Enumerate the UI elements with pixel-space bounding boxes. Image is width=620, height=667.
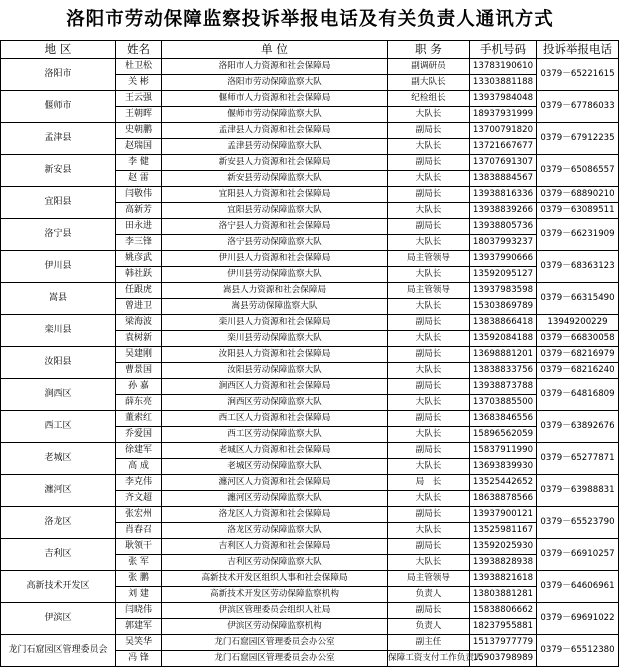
title-cell: 大队长 [388, 395, 470, 411]
unit-cell: 新安县劳动保障监察大队 [162, 171, 388, 187]
title-cell: 副局长 [388, 123, 470, 139]
mobile-cell: 18237955881 [470, 619, 537, 635]
mobile-cell: 13698881201 [470, 347, 537, 363]
unit-cell: 老城区劳动保障监察大队 [162, 459, 388, 475]
mobile-cell: 15137977779 [470, 635, 537, 651]
header-title: 职 务 [388, 41, 470, 59]
table-row [1, 507, 619, 523]
hotline-cell: 0379－66830058 [537, 331, 619, 347]
hotline-cell: 0379－66315490 [537, 283, 619, 315]
mobile-cell: 13592025930 [470, 539, 537, 555]
unit-cell: 老城区人力资源和社会保障局 [162, 443, 388, 459]
table-row [1, 347, 619, 363]
unit-cell: 新安县人力资源和社会保障局 [162, 155, 388, 171]
hotline-cell: 0379－64816809 [537, 379, 619, 411]
hotline-cell: 0379－66910257 [537, 539, 619, 571]
title-cell: 局主管领导 [388, 571, 470, 587]
mobile-cell: 13937900121 [470, 507, 537, 523]
unit-cell: 嵩县人力资源和社会保障局 [162, 283, 388, 299]
person-name: 张 军 [116, 555, 162, 571]
unit-cell: 栾川县劳动保障监察大队 [162, 331, 388, 347]
person-name: 高新芳 [116, 203, 162, 219]
person-name: 李三锋 [116, 235, 162, 251]
table-row [1, 187, 619, 203]
mobile-cell: 13938873788 [470, 379, 537, 395]
person-name: 曾进卫 [116, 299, 162, 315]
unit-cell: 伊川县劳动保障监察大队 [162, 267, 388, 283]
unit-cell: 吉利区人力资源和社会保障局 [162, 539, 388, 555]
region-cell: 瀍河区 [1, 475, 116, 507]
hotline-cell: 0379－67786033 [537, 91, 619, 123]
person-name: 杜卫松 [116, 59, 162, 75]
mobile-cell: 13683846556 [470, 411, 537, 427]
region-cell: 老城区 [1, 443, 116, 475]
mobile-cell: 13700791820 [470, 123, 537, 139]
person-name: 张 鹏 [116, 571, 162, 587]
unit-cell: 孟津县劳动保障监察大队 [162, 139, 388, 155]
person-name: 徐建军 [116, 443, 162, 459]
title-cell: 大队长 [388, 299, 470, 315]
table-row [1, 283, 619, 299]
title-cell: 大队长 [388, 363, 470, 379]
table-row [1, 91, 619, 107]
title-cell: 大队长 [388, 107, 470, 123]
mobile-cell: 13838833756 [470, 363, 537, 379]
region-cell: 伊川县 [1, 251, 116, 283]
mobile-cell: 13707691307 [470, 155, 537, 171]
mobile-cell: 13938816336 [470, 187, 537, 203]
mobile-cell: 13592095127 [470, 267, 537, 283]
hotline-cell: 0379－66231909 [537, 219, 619, 251]
region-cell: 洛龙区 [1, 507, 116, 539]
unit-cell: 栾川县人力资源和社会保障局 [162, 315, 388, 331]
mobile-cell: 13721667677 [470, 139, 537, 155]
person-name: 肖春召 [116, 523, 162, 539]
unit-cell: 伊川县人力资源和社会保障局 [162, 251, 388, 267]
region-cell: 偃师市 [1, 91, 116, 123]
mobile-cell: 13783190610 [470, 59, 537, 75]
title-cell: 大队长 [388, 171, 470, 187]
mobile-cell: 13592084188 [470, 331, 537, 347]
person-name: 姚彦武 [116, 251, 162, 267]
header-unit: 单 位 [162, 41, 388, 59]
title-cell: 副局长 [388, 379, 470, 395]
hotline-cell: 0379－68216979 [537, 347, 619, 363]
header-region: 地 区 [1, 41, 116, 59]
header-name: 姓名 [116, 41, 162, 59]
table-row [1, 571, 619, 587]
mobile-cell: 13803881281 [470, 587, 537, 603]
person-name: 史朝鹏 [116, 123, 162, 139]
title-cell: 大队长 [388, 331, 470, 347]
mobile-cell: 13693839930 [470, 459, 537, 475]
title-cell: 大队长 [388, 555, 470, 571]
contact-table [0, 40, 619, 667]
table-row [1, 123, 619, 139]
unit-cell: 洛宁县人力资源和社会保障局 [162, 219, 388, 235]
mobile-cell: 13838866418 [470, 315, 537, 331]
person-name: 田永进 [116, 219, 162, 235]
title-cell: 副局长 [388, 539, 470, 555]
hotline-cell: 0379－65086557 [537, 155, 619, 187]
person-name: 赵 雷 [116, 171, 162, 187]
hotline-cell: 0379－63892676 [537, 411, 619, 443]
unit-cell: 龙门石窟园区管理委员会办公室 [162, 635, 388, 651]
unit-cell: 吉利区劳动保障监察大队 [162, 555, 388, 571]
unit-cell: 洛宁县劳动保障监察大队 [162, 235, 388, 251]
title-cell: 大队长 [388, 491, 470, 507]
unit-cell: 高新技术开发区组织人事和社会保障局 [162, 571, 388, 587]
person-name: 梁海波 [116, 315, 162, 331]
person-name: 董索红 [116, 411, 162, 427]
mobile-cell: 15903798989 [470, 651, 537, 667]
title-cell: 副局长 [388, 347, 470, 363]
person-name: 袁树新 [116, 331, 162, 347]
person-name: 曹景国 [116, 363, 162, 379]
person-name: 郭建军 [116, 619, 162, 635]
hotline-cell: 0379－68216240 [537, 363, 619, 379]
mobile-cell: 13303881188 [470, 75, 537, 91]
person-name: 关 彬 [116, 75, 162, 91]
table-row [1, 603, 619, 619]
region-cell: 孟津县 [1, 123, 116, 155]
unit-cell: 孟津县人力资源和社会保障局 [162, 123, 388, 139]
table-row [1, 475, 619, 491]
person-name: 闫晓伟 [116, 603, 162, 619]
mobile-cell: 13937984048 [470, 91, 537, 107]
hotline-cell: 0379－68890210 [537, 187, 619, 203]
region-cell: 嵩县 [1, 283, 116, 315]
unit-cell: 西工区劳动保障监察大队 [162, 427, 388, 443]
title-cell: 副局长 [388, 411, 470, 427]
hotline-cell: 0379－68363123 [537, 251, 619, 283]
region-cell: 吉利区 [1, 539, 116, 571]
title-cell: 大队长 [388, 235, 470, 251]
hotline-cell: 0379－63089511 [537, 203, 619, 219]
mobile-cell: 15303869789 [470, 299, 537, 315]
title-cell: 负责人 [388, 619, 470, 635]
person-name: 薛东亮 [116, 395, 162, 411]
title-cell: 副局长 [388, 443, 470, 459]
mobile-cell: 15838806662 [470, 603, 537, 619]
mobile-cell: 18937931999 [470, 107, 537, 123]
title-cell: 局 长 [388, 475, 470, 491]
person-name: 齐文超 [116, 491, 162, 507]
unit-cell: 龙门石窟园区管理委员会办公室 [162, 651, 388, 667]
region-cell: 涧西区 [1, 379, 116, 411]
unit-cell: 嵩县劳动保障监察大队 [162, 299, 388, 315]
hotline-cell: 0379－65277871 [537, 443, 619, 475]
person-name: 赵瑞国 [116, 139, 162, 155]
mobile-cell: 13937983598 [470, 283, 537, 299]
person-name: 王朝晖 [116, 107, 162, 123]
hotline-cell: 13949200229 [537, 315, 619, 331]
person-name: 李克伟 [116, 475, 162, 491]
mobile-cell: 18037993237 [470, 235, 537, 251]
unit-cell: 洛阳市劳动保障监察大队 [162, 75, 388, 91]
table-row [1, 411, 619, 427]
region-cell: 新安县 [1, 155, 116, 187]
mobile-cell: 13938839266 [470, 203, 537, 219]
unit-cell: 洛龙区人力资源和社会保障局 [162, 507, 388, 523]
table-row [1, 59, 619, 75]
person-name: 王云强 [116, 91, 162, 107]
person-name: 韩社跃 [116, 267, 162, 283]
unit-cell: 汝阳县人力资源和社会保障局 [162, 347, 388, 363]
header-row [1, 41, 619, 59]
unit-cell: 洛阳市人力资源和社会保障局 [162, 59, 388, 75]
table-row [1, 315, 619, 331]
mobile-cell: 13938828938 [470, 555, 537, 571]
title-cell: 副调研员 [388, 59, 470, 75]
person-name: 吴建刚 [116, 347, 162, 363]
hotline-cell: 0379－65523790 [537, 507, 619, 539]
mobile-cell: 15837911990 [470, 443, 537, 459]
hotline-cell: 0379－63988831 [537, 475, 619, 507]
hotline-cell: 0379－67912235 [537, 123, 619, 155]
mobile-cell: 13525442652 [470, 475, 537, 491]
title-cell: 副大队长 [388, 75, 470, 91]
header-mobile: 手机号码 [470, 41, 537, 59]
title-cell: 保障工资支付工作负责人 [388, 651, 470, 667]
person-name: 高 成 [116, 459, 162, 475]
unit-cell: 涧西区人力资源和社会保障局 [162, 379, 388, 395]
unit-cell: 伊滨区劳动保障监察机构 [162, 619, 388, 635]
unit-cell: 洛龙区劳动保障监察大队 [162, 523, 388, 539]
title-cell: 副局长 [388, 315, 470, 331]
title-cell: 局主管领导 [388, 283, 470, 299]
mobile-cell: 13937990666 [470, 251, 537, 267]
title-cell: 副局长 [388, 187, 470, 203]
person-name: 孙 嘉 [116, 379, 162, 395]
person-name: 李 健 [116, 155, 162, 171]
header-hotline: 投诉举报电话 [537, 41, 619, 59]
person-name: 刘 建 [116, 587, 162, 603]
hotline-cell: 0379－65221615 [537, 59, 619, 91]
mobile-cell: 13525981167 [470, 523, 537, 539]
hotline-cell: 0379－64606961 [537, 571, 619, 603]
table-row [1, 635, 619, 651]
region-cell: 宜阳县 [1, 187, 116, 219]
person-name: 闫敬伟 [116, 187, 162, 203]
unit-cell: 汝阳县劳动保障监察大队 [162, 363, 388, 379]
region-cell: 洛阳市 [1, 59, 116, 91]
table-row [1, 155, 619, 171]
table-row [1, 379, 619, 395]
person-name: 冯 锋 [116, 651, 162, 667]
title-cell: 大队长 [388, 203, 470, 219]
title-cell: 副局长 [388, 603, 470, 619]
person-name: 张宏州 [116, 507, 162, 523]
title-cell: 大队长 [388, 523, 470, 539]
unit-cell: 宜阳县劳动保障监察大队 [162, 203, 388, 219]
title-cell: 大队长 [388, 139, 470, 155]
person-name: 任跟虎 [116, 283, 162, 299]
table-row [1, 251, 619, 267]
person-name: 耿领干 [116, 539, 162, 555]
unit-cell: 瀍河区劳动保障监察大队 [162, 491, 388, 507]
unit-cell: 宜阳县人力资源和社会保障局 [162, 187, 388, 203]
title-cell: 负责人 [388, 587, 470, 603]
title-cell: 副局长 [388, 507, 470, 523]
title-cell: 副局长 [388, 219, 470, 235]
mobile-cell: 15896562059 [470, 427, 537, 443]
document-title: 洛阳市劳动保障监察投诉举报电话及有关负责人通讯方式 [66, 9, 554, 30]
region-cell: 龙门石窟园区管理委员会 [1, 635, 116, 667]
region-cell: 西工区 [1, 411, 116, 443]
region-cell: 栾川县 [1, 315, 116, 347]
unit-cell: 涧西区劳动保障监察大队 [162, 395, 388, 411]
person-name: 吴笑华 [116, 635, 162, 651]
table-body [1, 59, 619, 667]
unit-cell: 西工区人力资源和社会保障局 [162, 411, 388, 427]
title-cell: 大队长 [388, 427, 470, 443]
region-cell: 伊滨区 [1, 603, 116, 635]
mobile-cell: 13938805736 [470, 219, 537, 235]
title-cell: 纪检组长 [388, 91, 470, 107]
unit-cell: 偃师市人力资源和社会保障局 [162, 91, 388, 107]
mobile-cell: 13838884567 [470, 171, 537, 187]
unit-cell: 伊滨区管理委员会组织人社局 [162, 603, 388, 619]
unit-cell: 瀍河区人力资源和社会保障局 [162, 475, 388, 491]
title-cell: 大队长 [388, 267, 470, 283]
region-cell: 高新技术开发区 [1, 571, 116, 603]
title-cell: 大队长 [388, 459, 470, 475]
table-row [1, 539, 619, 555]
title-cell: 局主管领导 [388, 251, 470, 267]
table-row [1, 443, 619, 459]
person-name: 乔爱国 [116, 427, 162, 443]
unit-cell: 高新技术开发区劳动保障监察机构 [162, 587, 388, 603]
hotline-cell: 0379－65512380 [537, 635, 619, 667]
hotline-cell: 0379－69691022 [537, 603, 619, 635]
mobile-cell: 13938821618 [470, 571, 537, 587]
region-cell: 汝阳县 [1, 347, 116, 379]
unit-cell: 偃师市劳动保障监察大队 [162, 107, 388, 123]
table-row [1, 219, 619, 235]
mobile-cell: 18638878566 [470, 491, 537, 507]
mobile-cell: 13703885500 [470, 395, 537, 411]
region-cell: 洛宁县 [1, 219, 116, 251]
title-cell: 副局长 [388, 155, 470, 171]
title-cell: 副主任 [388, 635, 470, 651]
